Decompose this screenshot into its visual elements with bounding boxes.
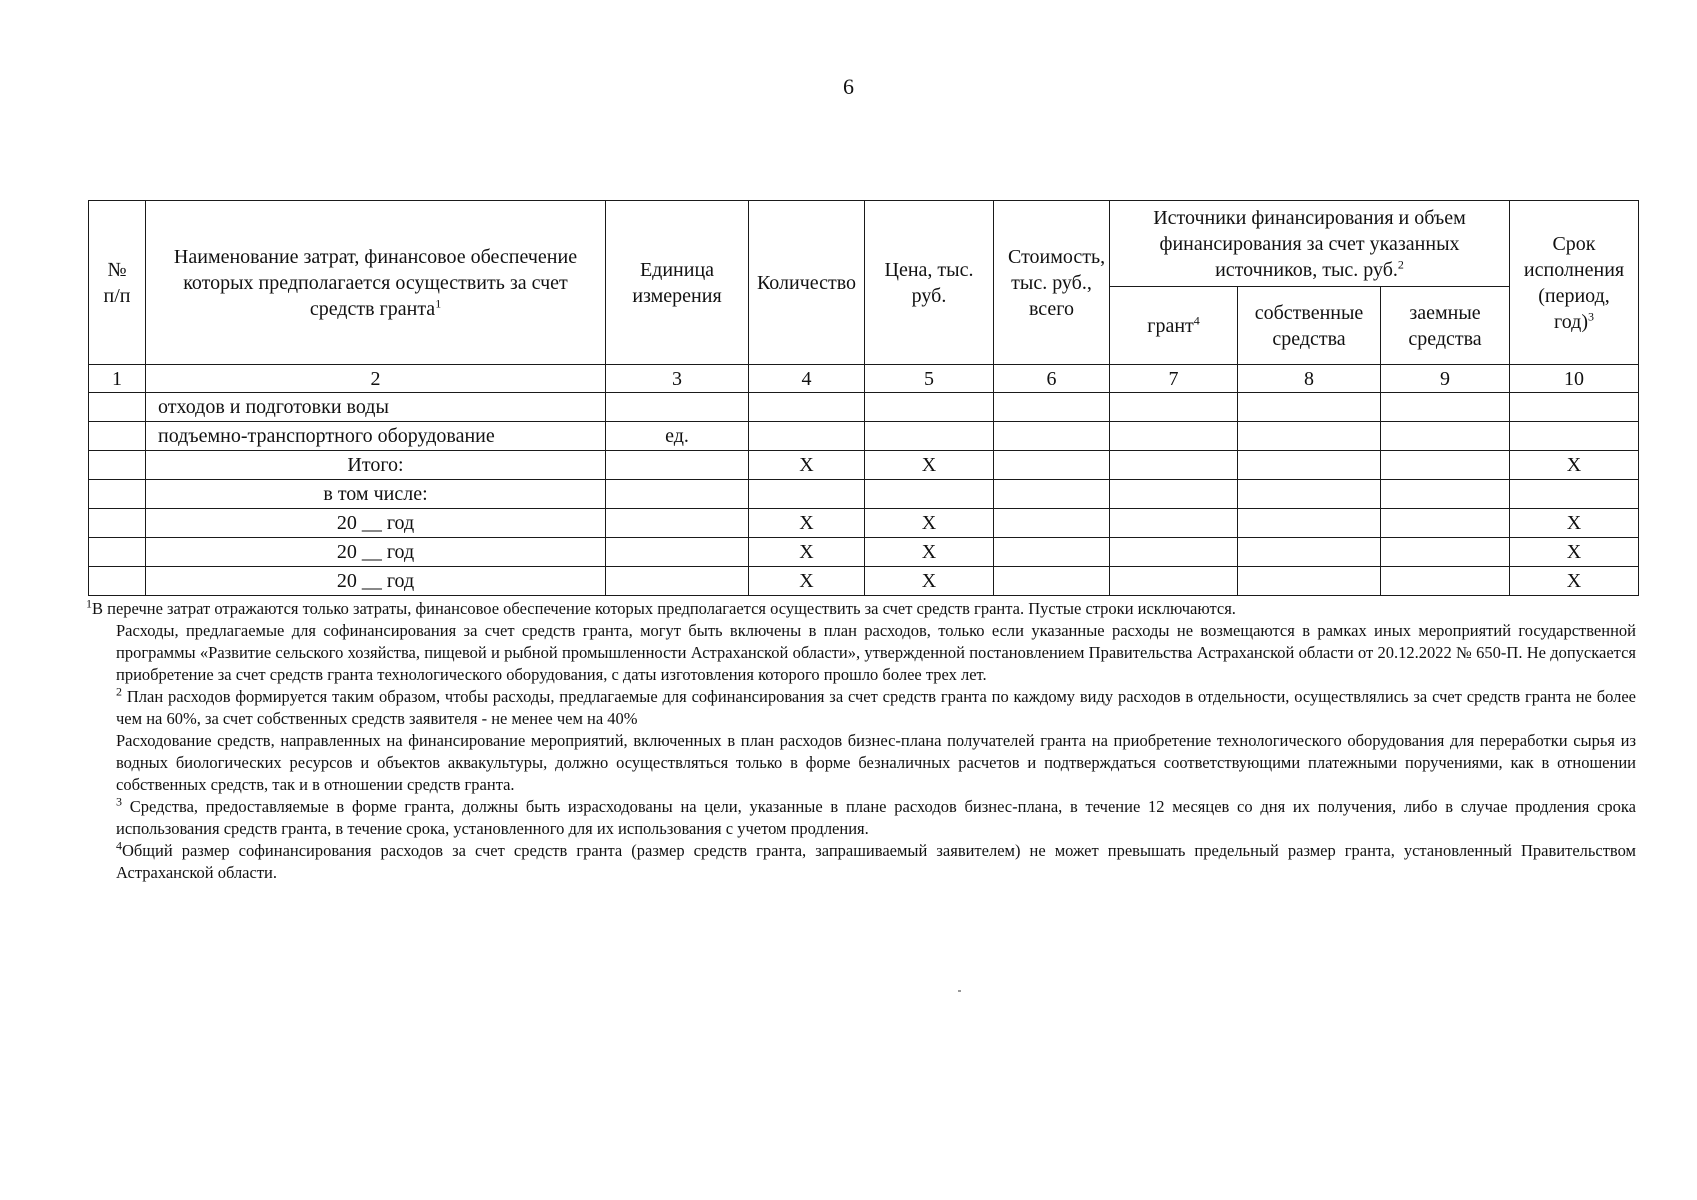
cell-unit: ед.: [606, 422, 749, 451]
cell-loan: [1381, 451, 1510, 480]
column-number: 10: [1510, 365, 1639, 393]
cell-qty: [749, 422, 865, 451]
footnotes: [86, 596, 1637, 884]
cell-term: Х: [1510, 567, 1639, 596]
cell-loan: [1381, 393, 1510, 422]
cell-qty: [749, 393, 865, 422]
cell-term: Х: [1510, 538, 1639, 567]
header-grant: [1110, 287, 1238, 365]
footnote-2-extra: Расходование средств, направленных на финансирование мероприятий, включенных в план расходов бизнес-плана получателей гранта на приобретение технологического оборудования для переработки сырья из водных биологических ресурсов и объектов аквакультуры, должно осуществляться только в форме безналичных расчетов и подтверждаться соответствующими платежными поручениями, как в отношении собственных средств, так и в отношении средств гранта.: [116, 731, 1636, 794]
header-num: № п/п: [89, 201, 146, 365]
cell-name: 20 __ год: [146, 509, 606, 538]
scan-speck: [958, 990, 961, 992]
cell-price: [865, 393, 994, 422]
footnote-1-text: В перечне затрат отражаются только затраты, финансовое обеспечение которых предполагается осуществить за счет средств гранта. Пустые строки исключаются.: [92, 599, 1236, 618]
cell-name: в том числе:: [146, 480, 606, 509]
cell-unit: [606, 509, 749, 538]
page-number: 6: [843, 74, 854, 99]
cell-cost: [994, 538, 1110, 567]
footnote-3-mark: 3: [116, 794, 122, 809]
cell-term: [1510, 422, 1639, 451]
table-row: [89, 567, 1639, 596]
header-own: собственные средства: [1238, 287, 1381, 365]
header-sources: [1110, 201, 1510, 287]
cell-name: 20 __ год: [146, 538, 606, 567]
cell-cost: [994, 422, 1110, 451]
header-grant-footnote-mark: 4: [1193, 312, 1200, 327]
cell-term: Х: [1510, 509, 1639, 538]
cell-qty: Х: [749, 567, 865, 596]
cell-loan: [1381, 509, 1510, 538]
column-number: 7: [1110, 365, 1238, 393]
header-loan: заемные средства: [1381, 287, 1510, 365]
cell-num: [89, 567, 146, 596]
cell-qty: Х: [749, 451, 865, 480]
cell-price: Х: [865, 567, 994, 596]
table-row: [89, 538, 1639, 567]
table-row: [89, 422, 1639, 451]
cell-qty: Х: [749, 509, 865, 538]
header-name-text: Наименование затрат, финансовое обеспечение которых предполагается осуществить за счет средств гранта: [173, 245, 578, 320]
column-number: 5: [865, 365, 994, 393]
cost-plan-table: [88, 200, 1639, 596]
footnote-3: [116, 796, 1636, 840]
cell-num: [89, 422, 146, 451]
cell-own: [1238, 422, 1381, 451]
cell-num: [89, 509, 146, 538]
footnote-2: [116, 686, 1636, 730]
cell-grant: [1110, 480, 1238, 509]
table-row: [89, 509, 1639, 538]
cell-own: [1238, 538, 1381, 567]
cell-unit: [606, 538, 749, 567]
cell-price: Х: [865, 538, 994, 567]
header-name-footnote-mark: 1: [435, 295, 442, 310]
cell-cost: [994, 480, 1110, 509]
cell-grant: [1110, 393, 1238, 422]
header-row: [89, 201, 1639, 287]
column-number: 9: [1381, 365, 1510, 393]
column-number: 1: [89, 365, 146, 393]
cell-term: Х: [1510, 451, 1639, 480]
header-term-footnote-mark: 3: [1587, 308, 1594, 323]
header-term: [1510, 201, 1639, 365]
cell-price: [865, 480, 994, 509]
cell-num: [89, 393, 146, 422]
column-number-row: [89, 365, 1639, 393]
cell-unit: [606, 567, 749, 596]
footnote-1-extra: Расходы, предлагаемые для софинансирования за счет средств гранта, могут быть включены в план расходов, только если указанные расходы не возмещаются в рамках иных мероприятий государственной программы «Развитие сельского хозяйства, пищевой и рыбной промышленности Астраханской области», утвержденной постановлением Правительства Астраханской области от 20.12.2022 № 650-П. Не допускается приобретение за счет средств гранта технологического оборудования, с даты изготовления которого прошло более трех лет.: [116, 621, 1636, 684]
cell-name: подъемно-транспортного оборудование: [146, 422, 606, 451]
cell-num: [89, 538, 146, 567]
cell-price: Х: [865, 451, 994, 480]
cell-unit: [606, 393, 749, 422]
column-number: 4: [749, 365, 865, 393]
cell-qty: [749, 480, 865, 509]
footnote-4-mark: 4: [116, 838, 122, 853]
column-number: 6: [994, 365, 1110, 393]
footnote-4-text: Общий размер софинансирования расходов за счет средств гранта (размер средств гранта, запрашиваемый заявителем) не может превышать предельный размер гранта, установленный Правительством Астраханской области.: [116, 841, 1636, 882]
table-row: [89, 393, 1639, 422]
header-grant-text: грант: [1147, 314, 1194, 337]
column-number: 3: [606, 365, 749, 393]
footnote-2-mark: 2: [116, 684, 122, 699]
cell-qty: Х: [749, 538, 865, 567]
cell-cost: [994, 567, 1110, 596]
column-number: 2: [146, 365, 606, 393]
header-name: [146, 201, 606, 365]
cell-num: [89, 451, 146, 480]
cell-price: [865, 422, 994, 451]
footnote-1: [86, 598, 1636, 620]
cell-term: [1510, 393, 1639, 422]
cell-own: [1238, 451, 1381, 480]
cell-loan: [1381, 538, 1510, 567]
table-row: [89, 480, 1639, 509]
cell-num: [89, 480, 146, 509]
cell-grant: [1110, 509, 1238, 538]
cell-loan: [1381, 480, 1510, 509]
cell-own: [1238, 480, 1381, 509]
cell-cost: [994, 509, 1110, 538]
cell-cost: [994, 451, 1110, 480]
footnote-2-text: План расходов формируется таким образом, чтобы расходы, предлагаемые для софинансирования за счет средств гранта по каждому виду расходов в отдельности, осуществлялись за счет средств гранта не более чем на 60%, за счет собственных средств заявителя - не менее чем на 40%: [116, 687, 1637, 728]
header-price: Цена, тыс. руб.: [865, 201, 994, 365]
cell-loan: [1381, 567, 1510, 596]
cell-cost: [994, 393, 1110, 422]
header-term-text: Срок исполнения (период, год): [1523, 232, 1625, 333]
header-sources-footnote-mark: 2: [1397, 256, 1404, 271]
footnote-1-mark: 1: [86, 596, 92, 611]
cell-unit: [606, 451, 749, 480]
footnote-4: [116, 840, 1636, 884]
cell-unit: [606, 480, 749, 509]
header-qty: Количество: [749, 201, 865, 365]
cell-name: Итого:: [146, 451, 606, 480]
cell-own: [1238, 509, 1381, 538]
table-row: [89, 451, 1639, 480]
cell-grant: [1110, 451, 1238, 480]
column-number: 8: [1238, 365, 1381, 393]
cell-own: [1238, 393, 1381, 422]
cell-term: [1510, 480, 1639, 509]
cell-price: Х: [865, 509, 994, 538]
cell-grant: [1110, 567, 1238, 596]
cell-name: 20 __ год: [146, 567, 606, 596]
header-unit: Единица измерения: [606, 201, 749, 365]
header-cost: Стоимость, тыс. руб., всего: [994, 201, 1110, 365]
cell-loan: [1381, 422, 1510, 451]
cell-grant: [1110, 538, 1238, 567]
header-sources-text: Источники финансирования и объем финансирования за счет указанных источников, тыс. руб.: [1153, 206, 1466, 281]
cell-name: отходов и подготовки воды: [146, 393, 606, 422]
cell-grant: [1110, 422, 1238, 451]
cell-own: [1238, 567, 1381, 596]
footnote-3-text: Средства, предоставляемые в форме гранта, должны быть израсходованы на цели, указанные в плане расходов бизнес-плана, в течение 12 месяцев со дня их получения, либо в случае продления срока использования средств гранта, в течение срока, установленного для их использования с учетом продления.: [116, 797, 1636, 838]
